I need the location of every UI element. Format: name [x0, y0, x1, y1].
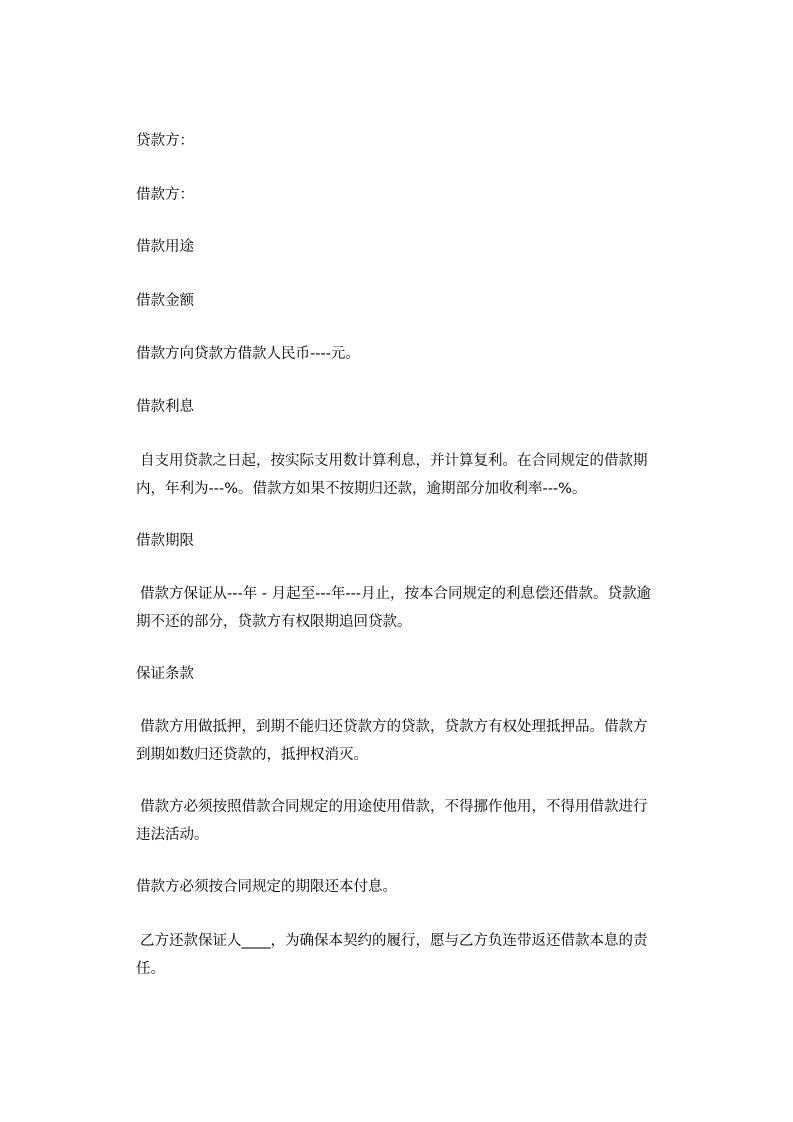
term-line-2: 期不还的部分，贷款方有权限期追回贷款。 [136, 614, 412, 630]
amount-text: 借款方向贷款方借款人民币----元。 [136, 346, 360, 362]
interest-heading: 借款利息 [136, 399, 194, 415]
lender-label: 贷款方： [136, 133, 194, 149]
guarantee-p2-line-2: 违法活动。 [136, 827, 209, 843]
guarantor-paragraph [136, 927, 703, 983]
guarantee-paragraph-1 [136, 713, 703, 769]
purpose-heading: 借款用途 [136, 239, 194, 255]
guarantee-p2-line-1: 借款方必须按照借款合同规定的用途使用借款，不得挪作他用，不得用借款进行 [140, 799, 648, 815]
guarantee-heading: 保证条款 [136, 666, 194, 682]
amount-heading: 借款金额 [136, 293, 194, 309]
guarantee-p1-line-1: 借款方用做抵押，到期不能归还贷款方的贷款，贷款方有权处理抵押品。借款方 [140, 719, 648, 735]
guarantee-p1-line-2: 到期如数归还贷款的，抵押权消灭。 [136, 747, 368, 763]
interest-paragraph [136, 447, 703, 503]
interest-line-2: 内，年利为---%。借款方如果不按期归还款，逾期部分加收利率---%。 [136, 481, 587, 497]
term-heading: 借款期限 [136, 533, 194, 549]
interest-line-1: 自支用贷款之日起，按实际支用数计算利息，并计算复利。在合同规定的借款期 [140, 453, 648, 469]
borrower-label: 借款方： [136, 187, 194, 203]
guarantee-paragraph-2 [136, 793, 703, 849]
guarantor-line-2: 任。 [136, 961, 165, 977]
guarantor-line-1: 乙方还款保证人____，为确保本契约的履行，愿与乙方负连带返还借款本息的责 [140, 933, 648, 949]
term-paragraph [136, 580, 703, 636]
guarantee-paragraph-3: 借款方必须按合同规定的期限还本付息。 [136, 879, 397, 895]
term-line-1: 借款方保证从---年 - 月起至---年---月止，按本合同规定的利息偿还借款。贷款逾 [140, 586, 652, 602]
